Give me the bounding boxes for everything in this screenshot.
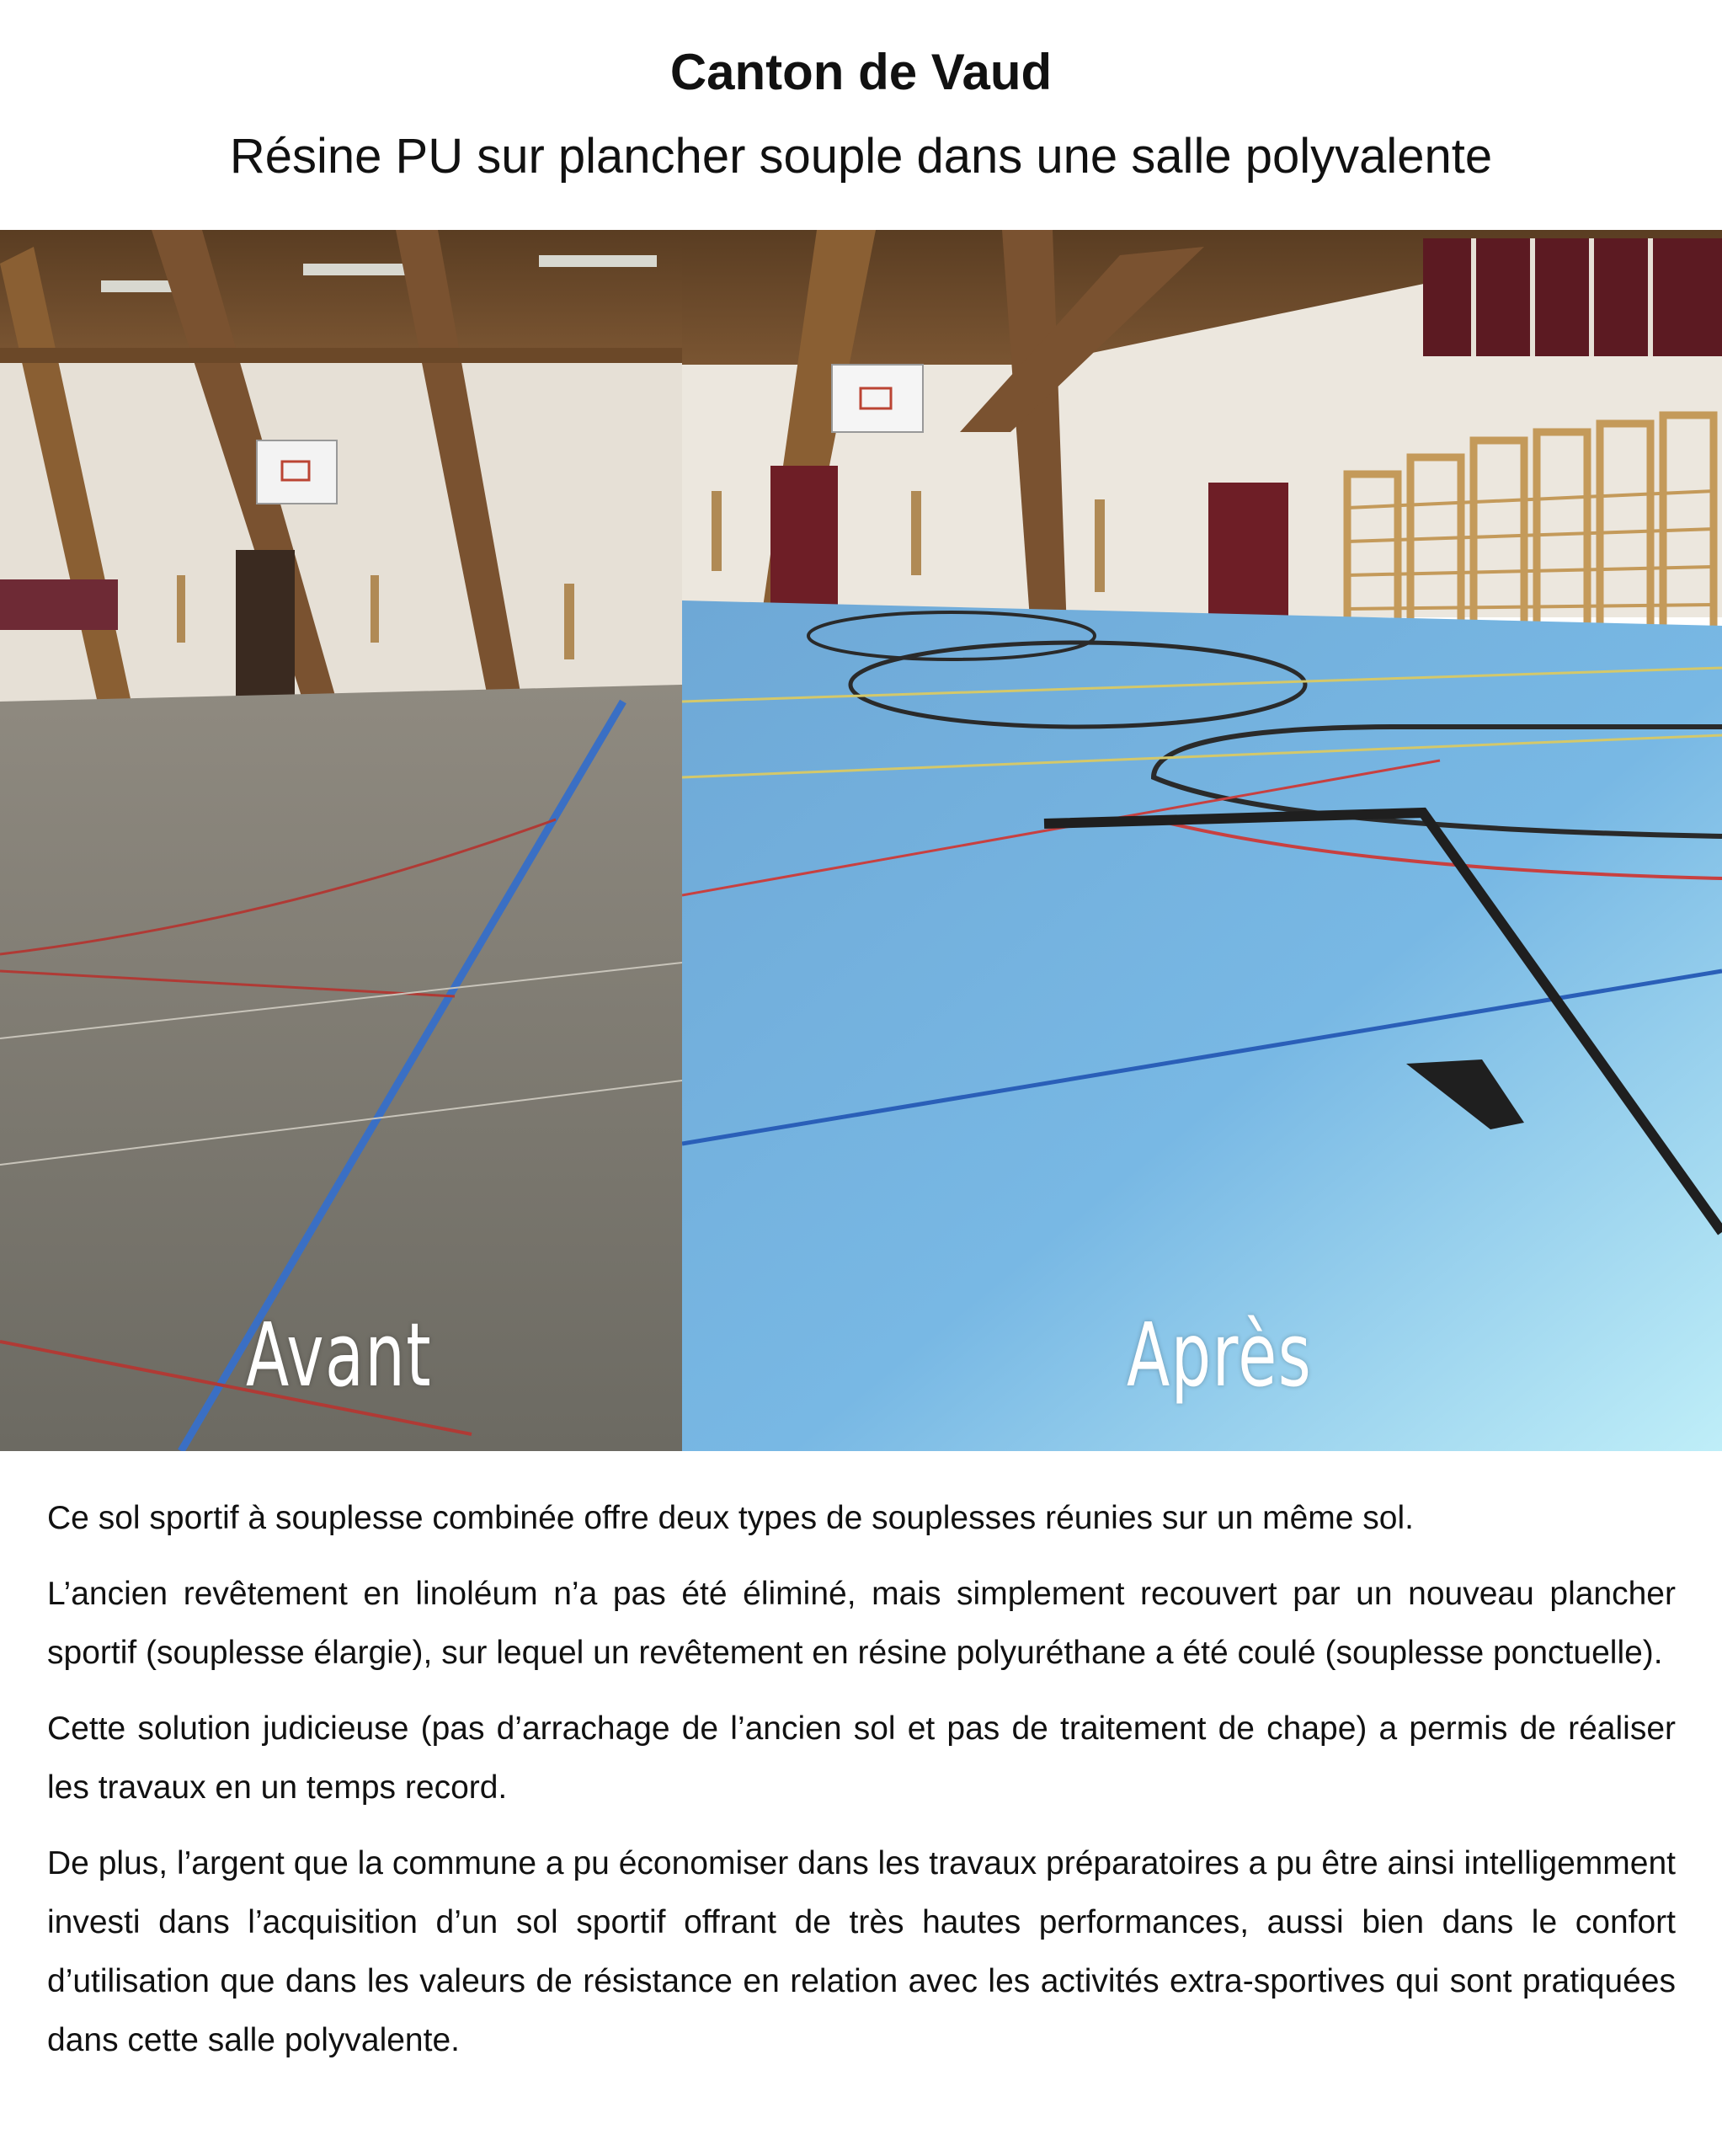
before-caption: Avant [246, 1304, 433, 1406]
body-text [47, 1489, 1676, 2087]
paragraph-3: Cette solution judicieuse (pas d’arrachage de l’ancien sol et pas de traitement de chape) a permis de réaliser les travaux en un temps record. [47, 1710, 1676, 1806]
paragraph-2: L’ancien revêtement en linoléum n’a pas été éliminé, mais simplement recouvert par un nouveau plancher sportif (souplesse élargie), sur lequel un revêtement en résine polyuréthane a été coulé (souplesse ponctuelle). [47, 1576, 1676, 1671]
before-photo [0, 230, 682, 1451]
page-title: Canton de Vaud [669, 44, 1053, 100]
after-caption: Après [1127, 1304, 1313, 1406]
paragraph-1: Ce sol sportif à souplesse combinée offre deux types de souplesses réunies sur un même sol. [47, 1500, 1414, 1536]
page-subtitle: Résine PU sur plancher souple dans une salle polyvalente [229, 129, 1493, 184]
after-photo [682, 230, 1722, 1451]
paragraph-4: De plus, l’argent que la commune a pu économiser dans les travaux préparatoires a pu être ainsi intelligemment investi dans l’acquisition d’un sol sportif offrant de très hautes performances, aussi bien dans le confort d’utilisation que dans les valeurs de résistance en relation avec les activités extra-sportives qui sont pratiquées dans cette salle polyvalente. [47, 1845, 1676, 2058]
